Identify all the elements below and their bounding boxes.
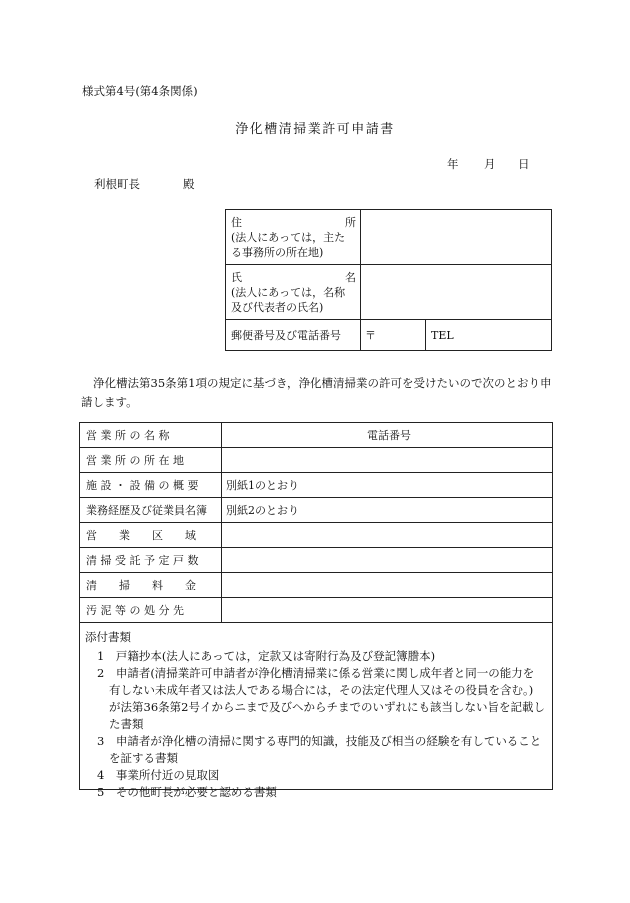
- application-statement: 浄化槽法第35条第1項の規定に基づき，浄化槽清掃業の許可を受けたいので次のとおり申請します。: [81, 376, 552, 409]
- office-name-field[interactable]: 電話番号: [222, 423, 553, 448]
- attachment-item-1: 1 戸籍抄本(法人にあっては，定款又は寄附行為及び登記簿謄本): [97, 649, 436, 663]
- attachments-title: 添付書類: [85, 630, 131, 644]
- attachment-item-2: 2 申請者(清掃業許可申請者が浄化槽清掃業に係る営業に関し成年者と同一の能力を: [97, 666, 535, 680]
- history-label: 業務経歴及び従業員名簿: [80, 498, 222, 523]
- attachment-item-2-cont: 有しない未成年者又は法人である場合には，その法定代理人又はその役員を含む。): [109, 683, 534, 697]
- form-number: 様式第4号(第4条関係): [82, 84, 198, 98]
- date-month-label: 月: [484, 157, 496, 171]
- name-field[interactable]: [361, 265, 552, 320]
- disposal-label: 汚 泥 等 の 処 分 先: [80, 598, 222, 623]
- households-label: 清 掃 受 託 予 定 戸 数: [80, 548, 222, 573]
- households-field[interactable]: [222, 548, 553, 573]
- attachment-item-3: 3 申請者が浄化槽の清掃に関する専門的知識，技能及び相当の経験を有していること: [97, 734, 542, 748]
- honorific: 殿: [183, 177, 195, 191]
- document-title: 浄化槽清掃業許可申請書: [235, 122, 395, 137]
- date-day-label: 日: [518, 157, 530, 171]
- date-year-label: 年: [447, 157, 459, 171]
- area-label: 営 業 区 域: [80, 523, 222, 548]
- attachment-item-4: 4 事業所付近の見取図: [97, 768, 220, 782]
- name-label: 氏 名 (法人にあっては，名称及び代表者の氏名): [226, 265, 361, 320]
- business-table: [79, 422, 553, 623]
- attachment-item-3-cont: を証する書類: [109, 751, 178, 765]
- attachment-item-5: 5 その他町長が必要と認める書類: [97, 785, 277, 799]
- office-name-label: 営 業 所 の 名 称: [80, 423, 222, 448]
- history-field[interactable]: 別紙2のとおり: [222, 498, 553, 523]
- office-location-field[interactable]: [222, 448, 553, 473]
- address-label: 住 所 (法人にあっては，主たる事務所の所在地): [226, 210, 361, 265]
- attachments-box: [79, 622, 553, 799]
- addressee: 利根町長: [94, 177, 140, 191]
- facility-field[interactable]: 別紙1のとおり: [222, 473, 553, 498]
- applicant-table: [225, 209, 552, 351]
- office-location-label: 営 業 所 の 所 在 地: [80, 448, 222, 473]
- address-field[interactable]: [361, 210, 552, 265]
- zip-field[interactable]: 〒: [361, 320, 426, 351]
- attachment-item-2-cont: た書類: [109, 717, 144, 731]
- tel-field[interactable]: TEL: [426, 320, 552, 351]
- disposal-field[interactable]: [222, 598, 553, 623]
- contact-label: 郵便番号及び電話番号: [226, 320, 361, 351]
- area-field[interactable]: [222, 523, 553, 548]
- fee-field[interactable]: [222, 573, 553, 598]
- fee-label: 清 掃 料 金: [80, 573, 222, 598]
- attachment-item-2-cont: が法第36条第2号イからニまで及びヘからチまでのいずれにも該当しない旨を記載し: [109, 700, 545, 714]
- facility-label: 施 設 ・ 設 備 の 概 要: [80, 473, 222, 498]
